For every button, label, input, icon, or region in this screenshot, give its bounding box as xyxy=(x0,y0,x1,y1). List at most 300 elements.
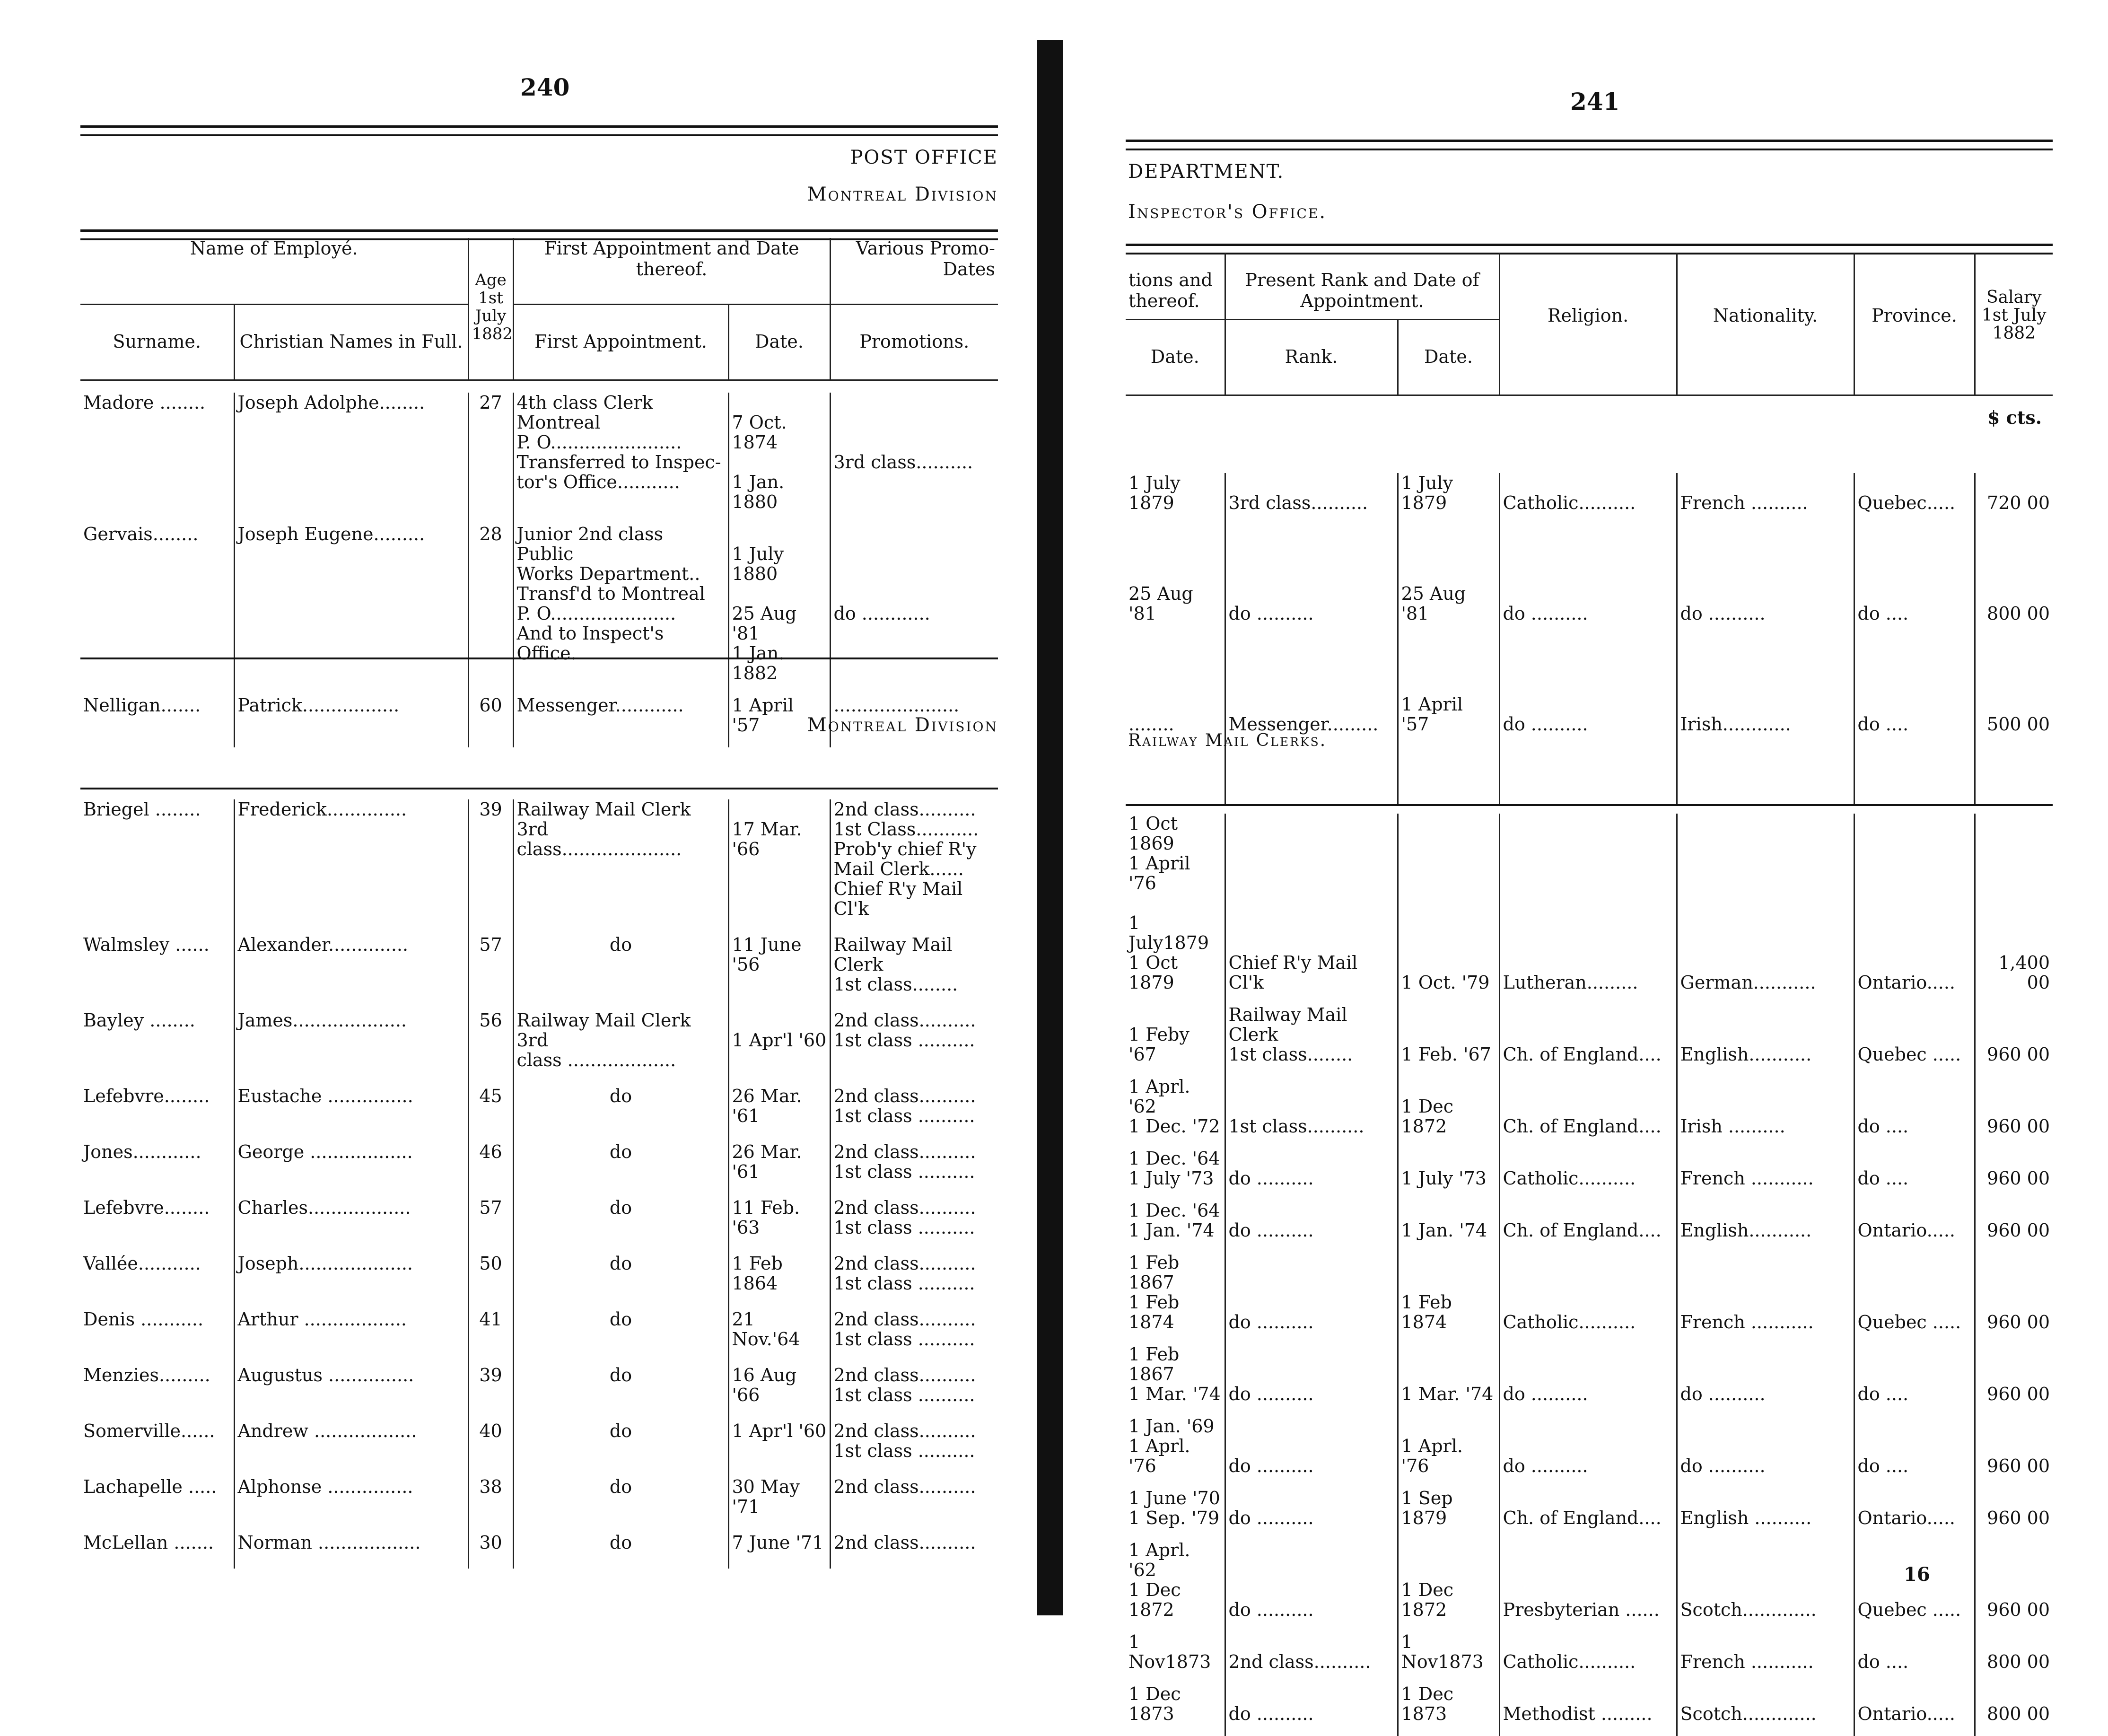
spacer-cell xyxy=(1975,1240,2053,1253)
promotion-date-cell-line: 1 July '73 xyxy=(1128,1168,1214,1189)
spacer-cell xyxy=(1677,1476,1854,1488)
surname-cell: Briegel ........ xyxy=(83,799,201,820)
first-appointment-cell xyxy=(513,1010,728,1070)
spacer-cell xyxy=(468,1182,513,1198)
spacer-cell xyxy=(1225,1620,1398,1632)
first-date-cell-line: 21 Nov.'64 xyxy=(732,1309,800,1350)
first-appointment-cell-line: do xyxy=(609,1365,632,1385)
row-spacer xyxy=(1126,992,2053,1005)
rank-cell-line: do .......... xyxy=(1228,1220,1314,1241)
row-spacer xyxy=(80,1293,998,1309)
spacer-cell xyxy=(513,1237,728,1254)
row-spacer xyxy=(1126,1528,2053,1540)
header-rule xyxy=(1126,140,2053,150)
spacer-cell xyxy=(830,1182,998,1198)
first-date-cell-line xyxy=(732,452,827,472)
first-date-cell-line: 30 May '71 xyxy=(732,1476,800,1517)
spacer-cell xyxy=(1126,1188,1225,1201)
nationality-cell: do .......... xyxy=(1677,584,1854,623)
spacer-cell xyxy=(1398,1404,1499,1416)
surname-cell: Nelligan....... xyxy=(83,695,201,716)
spacer-cell xyxy=(1126,623,1225,694)
rank-cell-line: do .......... xyxy=(1228,603,1314,624)
promotions-cell-line: 1st class .......... xyxy=(833,1273,975,1294)
province-cell: Quebec..... xyxy=(1854,473,1975,513)
rank-cell xyxy=(1225,1416,1398,1476)
christian-name-cell: Frederick.............. xyxy=(234,799,468,919)
promotions-cell-line: 2nd class.......... xyxy=(833,1532,976,1553)
province-cell: Ontario..... xyxy=(1854,814,1975,992)
age-cell: 38 xyxy=(468,1477,513,1517)
religion-cell: Catholic.......... xyxy=(1499,1149,1677,1188)
spacer-cell xyxy=(1499,734,1677,805)
left-header-table xyxy=(80,238,998,381)
col-rank-date: Date. xyxy=(1398,319,1499,395)
spacer-cell xyxy=(1854,1240,1975,1253)
spacer-cell xyxy=(830,735,998,747)
spacer-cell xyxy=(468,1405,513,1421)
nationality-cell: English........... xyxy=(1677,1201,1854,1240)
spacer-cell xyxy=(1975,992,2053,1005)
spacer-cell xyxy=(80,1237,234,1254)
promotion-date-cell-line: 1 Feby '67 xyxy=(1128,1024,1190,1065)
rank-cell xyxy=(1225,1540,1398,1620)
spacer-cell xyxy=(234,1349,468,1365)
promotions-cell-line xyxy=(834,524,996,544)
first-appointment-cell xyxy=(513,1421,728,1461)
nationality-cell: do .......... xyxy=(1677,1416,1854,1476)
first-date-cell-line: 1 April '57 xyxy=(732,695,794,736)
spacer-cell xyxy=(1126,1240,1225,1253)
spacer-cell xyxy=(80,1126,234,1142)
spacer-cell xyxy=(728,1126,830,1142)
first-appointment-cell xyxy=(513,1533,728,1552)
promotion-date-cell-line: 1 Dec 1872 xyxy=(1128,1579,1181,1620)
spacer-cell xyxy=(830,1405,998,1421)
promotion-date-cell xyxy=(1126,1253,1225,1332)
first-appointment-cell-line: tor's Office........... xyxy=(516,472,680,492)
spacer-cell xyxy=(830,512,998,524)
spacer-cell xyxy=(468,1552,513,1569)
first-date-cell xyxy=(728,1421,830,1461)
spacer-cell xyxy=(80,1293,234,1309)
spacer-cell xyxy=(1677,734,1854,805)
spacer-cell xyxy=(1975,1724,2053,1736)
first-appointment-cell-line: do xyxy=(609,1420,632,1441)
promotion-date-cell xyxy=(1126,584,1225,623)
row-spacer xyxy=(80,735,998,747)
spacer-cell xyxy=(234,1293,468,1309)
table-row xyxy=(1126,1201,2053,1240)
promotions-cell-line: do ............ xyxy=(833,603,930,624)
row-spacer xyxy=(1126,1724,2053,1736)
spacer-cell xyxy=(728,1349,830,1365)
province-cell: do .... xyxy=(1854,584,1975,623)
province-cell: do .... xyxy=(1854,1344,1975,1404)
surname-cell: Gervais........ xyxy=(83,524,199,544)
religion-cell: Presbyterian ...... xyxy=(1499,1540,1677,1620)
spacer-cell xyxy=(234,1517,468,1533)
province-cell: Quebec ..... xyxy=(1854,1253,1975,1332)
first-date-cell-line xyxy=(732,584,827,604)
row-spacer xyxy=(1126,623,2053,694)
promotions-cell-line: 1st Class........... xyxy=(833,819,979,840)
spacer-cell xyxy=(80,1552,234,1569)
spacer-cell xyxy=(728,1182,830,1198)
province-cell: Ontario..... xyxy=(1854,1201,1975,1240)
rank-date-cell: 1 July '73 xyxy=(1398,1149,1499,1188)
salary-cell: 500 00 xyxy=(1975,694,2053,734)
christian-name-cell: George .................. xyxy=(234,1142,468,1182)
first-date-cell-line xyxy=(732,524,827,544)
spacer-cell xyxy=(1499,1620,1677,1632)
spacer-cell xyxy=(80,1182,234,1198)
rank-date-cell: 1 Oct. '79 xyxy=(1398,814,1499,992)
first-appointment-cell xyxy=(513,393,728,512)
age-cell: 28 xyxy=(468,524,513,683)
spacer-cell xyxy=(1126,1064,1225,1077)
spacer-cell xyxy=(234,683,468,695)
spacer-cell xyxy=(1975,513,2053,584)
spacer-cell xyxy=(1126,513,1225,584)
col-promo-group: Various Promo- Dates xyxy=(830,238,998,304)
first-date-cell xyxy=(728,1142,830,1182)
spacer-cell xyxy=(1398,734,1499,805)
rank-cell xyxy=(1225,814,1398,992)
spacer-cell xyxy=(1225,1064,1398,1077)
spacer-cell xyxy=(1854,513,1975,584)
age-cell: 50 xyxy=(468,1254,513,1293)
page-number: 240 xyxy=(520,73,570,101)
first-appointment-cell-line: And to Inspect's Office. xyxy=(516,623,664,664)
promotions-cell-line: 1st class .......... xyxy=(833,1161,975,1182)
spacer-cell xyxy=(513,1517,728,1533)
table-row xyxy=(1126,1005,2053,1064)
salary-units: $ cts. xyxy=(1987,407,2042,428)
promotion-date-cell xyxy=(1126,1540,1225,1620)
nationality-cell: Scotch............. xyxy=(1677,1540,1854,1620)
spacer-cell xyxy=(513,1126,728,1142)
rank-cell xyxy=(1225,1684,1398,1724)
spacer-cell xyxy=(80,512,234,524)
promotion-date-cell-line xyxy=(1128,893,1222,913)
religion-cell: Ch. of England.... xyxy=(1499,1201,1677,1240)
rank-cell-line: Railway Mail Clerk xyxy=(1228,1004,1347,1045)
first-appointment-cell xyxy=(513,1198,728,1237)
promotions-cell xyxy=(830,935,998,994)
promotion-date-cell-line: 1 Aprl. '62 xyxy=(1128,1076,1190,1117)
nationality-cell: French ........... xyxy=(1677,1632,1854,1672)
first-appointment-cell-line: P. O...................... xyxy=(516,603,676,624)
col-promo-date: Date. xyxy=(1126,319,1225,395)
table-row xyxy=(1126,814,2053,992)
rank-cell-line: 3rd class.......... xyxy=(1228,492,1368,513)
spacer-cell xyxy=(80,1405,234,1421)
spacer-cell xyxy=(1854,623,1975,694)
age-cell: 56 xyxy=(468,1010,513,1070)
salary-cell: 800 00 xyxy=(1975,584,2053,623)
spacer-cell xyxy=(830,1461,998,1477)
spacer-cell xyxy=(234,1405,468,1421)
spacer-cell xyxy=(1126,1476,1225,1488)
spacer-cell xyxy=(1398,1528,1499,1540)
age-cell: 40 xyxy=(468,1421,513,1461)
spacer-cell xyxy=(234,1126,468,1142)
spacer-cell xyxy=(1398,1476,1499,1488)
col-name-group: Name of Employé. xyxy=(80,238,468,304)
promotions-cell xyxy=(830,1421,998,1461)
table-row xyxy=(80,1309,998,1349)
table-row xyxy=(80,1142,998,1182)
spacer-cell xyxy=(1225,1188,1398,1201)
first-date-cell-line: 1 July 1880 xyxy=(732,544,784,584)
spacer-cell xyxy=(728,1552,830,1569)
spacer-cell xyxy=(728,735,830,747)
promotions-cell-line: 1st class .......... xyxy=(833,1030,975,1051)
first-appointment-cell-line: Junior 2nd class Public xyxy=(516,524,664,564)
row-spacer xyxy=(80,512,998,524)
promotions-cell-line: 1st class .......... xyxy=(833,1329,975,1350)
spacer-cell xyxy=(468,735,513,747)
row-spacer xyxy=(80,919,998,935)
rank-cell-line: Chief R'y Mail Cl'k xyxy=(1228,952,1358,993)
salary-cell: 960 00 xyxy=(1975,1488,2053,1528)
table-row xyxy=(80,1533,998,1552)
salary-cell: 720 00 xyxy=(1975,473,2053,513)
rank-cell xyxy=(1225,1077,1398,1136)
col-promotions: Promotions. xyxy=(830,304,998,380)
spacer-cell xyxy=(1126,1724,1225,1736)
spacer-cell xyxy=(1499,1724,1677,1736)
col-nationality: Nationality. xyxy=(1677,253,1854,395)
table-row xyxy=(80,1421,998,1461)
table-row xyxy=(80,393,998,512)
table-row xyxy=(1126,1488,2053,1528)
promotion-date-cell xyxy=(1126,473,1225,513)
spacer-cell xyxy=(1398,513,1499,584)
spacer-cell xyxy=(1225,1528,1398,1540)
rank-cell-line: do .......... xyxy=(1228,1703,1314,1724)
spacer-cell xyxy=(830,994,998,1010)
spacer-cell xyxy=(513,1405,728,1421)
col-surname: Surname. xyxy=(80,304,234,380)
row-spacer xyxy=(1126,1404,2053,1416)
spacer-cell xyxy=(468,1517,513,1533)
col-province: Province. xyxy=(1854,253,1975,395)
first-date-cell xyxy=(728,1198,830,1237)
first-appointment-cell-line: do xyxy=(609,1141,632,1162)
salary-cell: 800 00 xyxy=(1975,1632,2053,1672)
spacer-cell xyxy=(1677,1528,1854,1540)
first-date-cell-line: 1 Feb 1864 xyxy=(732,1253,783,1294)
table-row xyxy=(80,1254,998,1293)
spacer-cell xyxy=(234,1552,468,1569)
table-row xyxy=(1126,1344,2053,1404)
spacer-cell xyxy=(830,1517,998,1533)
section2-top-rule xyxy=(1126,804,2053,806)
spacer-cell xyxy=(1854,1724,1975,1736)
table-row xyxy=(80,935,998,994)
spacer-cell xyxy=(1854,1404,1975,1416)
table-row xyxy=(1126,694,2053,734)
spacer-cell xyxy=(1854,1188,1975,1201)
col-rank: Rank. xyxy=(1225,319,1398,395)
religion-cell: Catholic.......... xyxy=(1499,473,1677,513)
promotions-cell-line xyxy=(834,564,996,584)
nationality-cell: English........... xyxy=(1677,1005,1854,1064)
promotions-cell-line xyxy=(834,393,996,412)
row-spacer xyxy=(1126,1672,2053,1684)
spacer-cell xyxy=(234,994,468,1010)
right-header-table xyxy=(1126,253,2053,396)
row-spacer xyxy=(80,1461,998,1477)
spacer-cell xyxy=(234,512,468,524)
religion-cell: Catholic.......... xyxy=(1499,1632,1677,1672)
surname-cell: Madore ........ xyxy=(83,392,206,413)
promotions-cell-line: 2nd class.......... xyxy=(833,1010,976,1031)
spacer-cell xyxy=(830,1237,998,1254)
spacer-cell xyxy=(1499,1476,1677,1488)
spacer-cell xyxy=(234,735,468,747)
spacer-cell xyxy=(728,1405,830,1421)
christian-name-cell: Joseph.................... xyxy=(234,1254,468,1293)
province-cell: do .... xyxy=(1854,694,1975,734)
header-title: POST OFFICE xyxy=(850,147,998,168)
spacer-cell xyxy=(513,683,728,695)
first-appointment-cell xyxy=(513,1142,728,1182)
table-row xyxy=(1126,1149,2053,1188)
promotion-date-cell-line: 1 Oct 1869 xyxy=(1128,813,1178,854)
left-railway-table xyxy=(80,799,998,1569)
spacer-cell xyxy=(80,919,234,935)
spacer-cell xyxy=(1975,1136,2053,1149)
spacer-cell xyxy=(830,1126,998,1142)
first-appointment-cell-line: P. O....................... xyxy=(516,432,682,453)
rank-date-cell: 1 Sep 1879 xyxy=(1398,1488,1499,1528)
religion-cell: do .......... xyxy=(1499,1344,1677,1404)
religion-cell: do .......... xyxy=(1499,1416,1677,1476)
spacer-cell xyxy=(1677,1672,1854,1684)
spacer-cell xyxy=(1225,623,1398,694)
col-first-group: First Appointment and Date thereof. xyxy=(513,238,830,304)
rank-cell xyxy=(1225,1488,1398,1528)
spacer-cell xyxy=(513,1349,728,1365)
first-appointment-cell xyxy=(513,695,728,735)
spacer-cell xyxy=(1975,1064,2053,1077)
promotion-date-cell-line: 1 Aprl. '76 xyxy=(1128,1436,1190,1476)
right-page xyxy=(1069,0,2108,1724)
first-date-cell-line xyxy=(732,393,827,412)
spacer-cell xyxy=(513,919,728,935)
first-date-cell-line: 7 June '71 xyxy=(732,1532,824,1553)
spacer-cell xyxy=(234,1461,468,1477)
spacer-cell xyxy=(728,1517,830,1533)
rank-date-cell: 1 Feb. '67 xyxy=(1398,1005,1499,1064)
promotion-date-cell-line: 1 Feb 1867 xyxy=(1128,1252,1180,1293)
salary-cell: 1,400 00 xyxy=(1975,814,2053,992)
first-appointment-cell-line: Works Department.. xyxy=(516,563,700,584)
province-cell: Quebec ..... xyxy=(1854,1005,1975,1064)
promotions-cell xyxy=(830,1142,998,1182)
spacer-cell xyxy=(1677,513,1854,584)
left-inspector-table xyxy=(80,393,998,747)
promotions-cell xyxy=(830,1198,998,1237)
spacer-cell xyxy=(1398,1724,1499,1736)
age-cell: 57 xyxy=(468,1198,513,1237)
col-promo-cont: tions and thereof. xyxy=(1126,253,1225,319)
first-appointment-cell-line: do xyxy=(609,1253,632,1274)
spacer-cell xyxy=(728,1237,830,1254)
christian-name-cell: Augustus ............... xyxy=(234,1365,468,1405)
spacer-cell xyxy=(830,1349,998,1365)
table-row xyxy=(1126,1416,2053,1476)
promotions-cell xyxy=(830,1254,998,1293)
col-present-group: Present Rank and Date of Appointment. xyxy=(1225,253,1499,319)
spacer-cell xyxy=(728,683,830,695)
first-date-cell xyxy=(728,1086,830,1126)
first-date-cell xyxy=(728,935,830,994)
first-date-cell-line: 17 Mar. '66 xyxy=(732,819,802,859)
promotions-cell-line: 1st class .......... xyxy=(833,1440,975,1461)
spacer-cell xyxy=(513,1070,728,1086)
spacer-cell xyxy=(1398,1188,1499,1201)
first-date-cell xyxy=(728,1309,830,1349)
header-subtitle: Inspector's Office. xyxy=(1128,201,1327,223)
spacer-cell xyxy=(1225,1240,1398,1253)
spacer-cell xyxy=(468,1070,513,1086)
spacer-cell xyxy=(1225,992,1398,1005)
col-christian: Christian Names in Full. xyxy=(234,304,468,380)
rank-date-cell: 1 Aprl. '76 xyxy=(1398,1416,1499,1476)
promotion-date-cell-line: 1 Oct 1879 xyxy=(1128,952,1178,993)
promotions-cell xyxy=(830,1533,998,1552)
first-appointment-cell-line: Transf'd to Montreal xyxy=(516,583,705,604)
promotion-date-cell xyxy=(1126,814,1225,992)
col-first-appt: First Appointment. xyxy=(513,304,728,380)
spacer-cell xyxy=(513,735,728,747)
spacer-cell xyxy=(1854,734,1975,805)
spacer-cell xyxy=(80,1461,234,1477)
promotion-date-cell xyxy=(1126,1149,1225,1188)
spacer-cell xyxy=(1398,992,1499,1005)
age-cell: 46 xyxy=(468,1142,513,1182)
spacer-cell xyxy=(1398,1332,1499,1344)
section2-subtitle: Montreal Division xyxy=(807,714,998,736)
first-date-cell xyxy=(728,799,830,919)
spacer-cell xyxy=(468,994,513,1010)
promotions-cell xyxy=(830,1010,998,1070)
spacer-cell xyxy=(1499,1404,1677,1416)
promotions-cell-line: 1st class .......... xyxy=(833,1217,975,1238)
promotion-date-cell xyxy=(1126,1344,1225,1404)
spacer-cell xyxy=(234,1237,468,1254)
rank-date-cell: 1 April '57 xyxy=(1398,694,1499,734)
surname-cell: Vallée........... xyxy=(83,1253,201,1274)
nationality-cell: German........... xyxy=(1677,814,1854,992)
spacer-cell xyxy=(1854,1332,1975,1344)
spacer-cell xyxy=(830,919,998,935)
spacer-cell xyxy=(1126,992,1225,1005)
surname-cell: Jones............ xyxy=(83,1141,201,1162)
promotions-cell xyxy=(830,1365,998,1405)
spacer-cell xyxy=(1499,1188,1677,1201)
christian-name-cell: Andrew .................. xyxy=(234,1421,468,1461)
christian-name-cell: Arthur .................. xyxy=(234,1309,468,1349)
spacer-cell xyxy=(1398,1240,1499,1253)
nationality-cell: French .......... xyxy=(1677,473,1854,513)
promotion-date-cell xyxy=(1126,1077,1225,1136)
first-date-cell-line: 1 Apr'l '60 xyxy=(732,1030,827,1051)
